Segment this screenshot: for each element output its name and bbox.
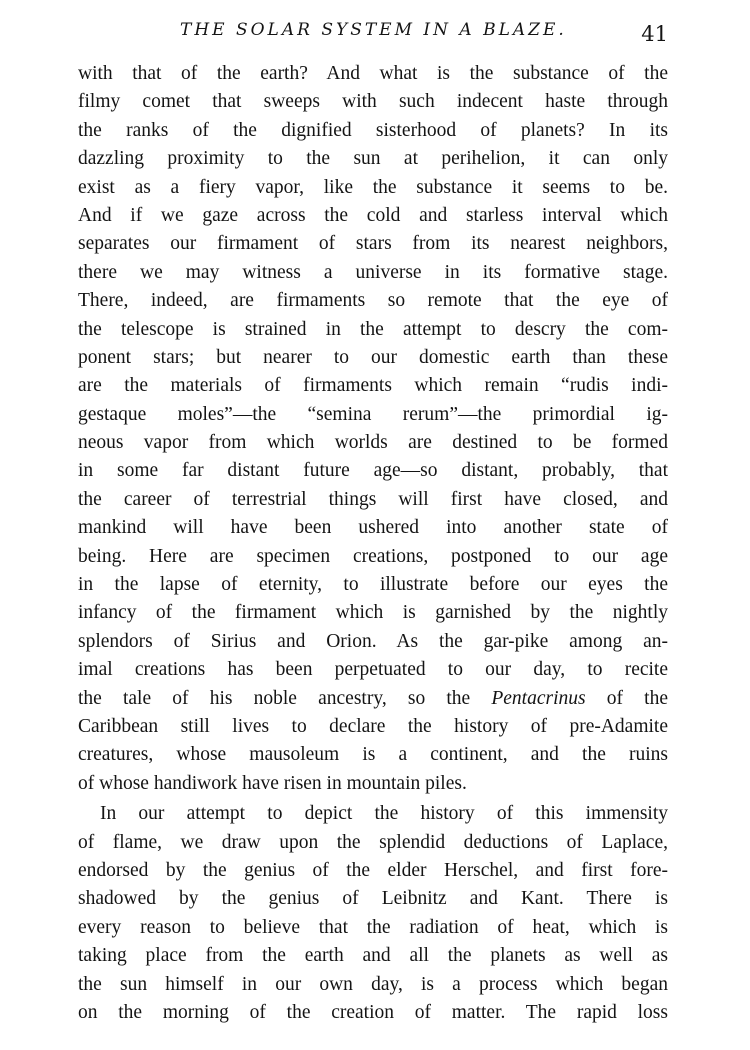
text-line: the ranks of the dignified sisterhood of planets? In its	[78, 119, 668, 141]
text-line: are the materials of firmaments which remain “rudis indi-	[78, 375, 668, 397]
text-line: Caribbean still lives to declare the history of pre-Adamite	[78, 715, 668, 737]
text-line: There, indeed, are firmaments so remote that the eye of	[78, 290, 668, 312]
text-line: there we may witness a universe in its formative stage.	[78, 261, 668, 283]
text-line: creatures, whose mausoleum is a continent, and the ruins	[78, 744, 668, 766]
text-line: the sun himself in our own day, is a process which began	[78, 973, 668, 995]
text-line: ponent stars; but nearer to our domestic earth than these	[78, 346, 668, 368]
text-line	[78, 685, 668, 713]
text-line: on the morning of the creation of matter. The rapid loss	[78, 1001, 668, 1023]
text-segment: the tale of his noble ancestry, so the	[78, 687, 492, 709]
text-line: every reason to believe that the radiation of heat, which is	[78, 916, 668, 938]
italic-term: Pentacrinus	[491, 687, 586, 709]
text-line: gestaque moles”—the “semina rerum”—the primordial ig-	[78, 403, 668, 425]
text-line: splendors of Sirius and Orion. As the gar-pike among an-	[78, 630, 668, 652]
text-line: dazzling proximity to the sun at perihelion, it can only	[78, 148, 668, 170]
text-line: with that of the earth? And what is the substance of the	[78, 63, 668, 84]
text-line: of flame, we draw upon the splendid deductions of Laplace,	[78, 831, 668, 853]
text-line: being. Here are specimen creations, postponed to our age	[78, 545, 668, 567]
text-line: infancy of the firmament which is garnished by the nightly	[78, 602, 668, 624]
text-line: In our attempt to depict the history of this immensity	[100, 803, 668, 825]
page-number: 41	[641, 22, 668, 46]
text-line: of whose handiwork have risen in mountain piles.	[78, 772, 467, 794]
text-line: in some far distant future age—so distant, probably, that	[78, 460, 668, 482]
text-line: shadowed by the genius of Leibnitz and Kant. There is	[78, 888, 668, 910]
body-text	[78, 60, 668, 1027]
text-line: filmy comet that sweeps with such indecent haste through	[78, 91, 668, 113]
text-line: in the lapse of eternity, to illustrate before our eyes the	[78, 574, 668, 596]
running-head: THE SOLAR SYSTEM IN A BLAZE.	[180, 20, 567, 40]
text-segment: of the	[585, 687, 668, 709]
text-line: the career of terrestrial things will first have closed, and	[78, 488, 668, 510]
paragraph-1	[78, 60, 668, 798]
text-line: exist as a fiery vapor, like the substance it seems to be.	[78, 176, 668, 198]
text-line: endorsed by the genius of the elder Herschel, and first fore-	[78, 859, 668, 881]
text-line: separates our firmament of stars from its nearest neighbors,	[78, 233, 668, 255]
text-line: And if we gaze across the cold and starless interval which	[78, 204, 668, 226]
text-line: mankind will have been ushered into another state of	[78, 517, 668, 539]
text-line: neous vapor from which worlds are destined to be formed	[78, 432, 668, 454]
page-header	[78, 16, 668, 52]
text-line: taking place from the earth and all the planets as well as	[78, 945, 668, 967]
text-line: imal creations has been perpetuated to our day, to recite	[78, 659, 668, 681]
paragraph-2	[78, 800, 668, 1027]
text-line: the telescope is strained in the attempt to descry the com-	[78, 318, 668, 340]
